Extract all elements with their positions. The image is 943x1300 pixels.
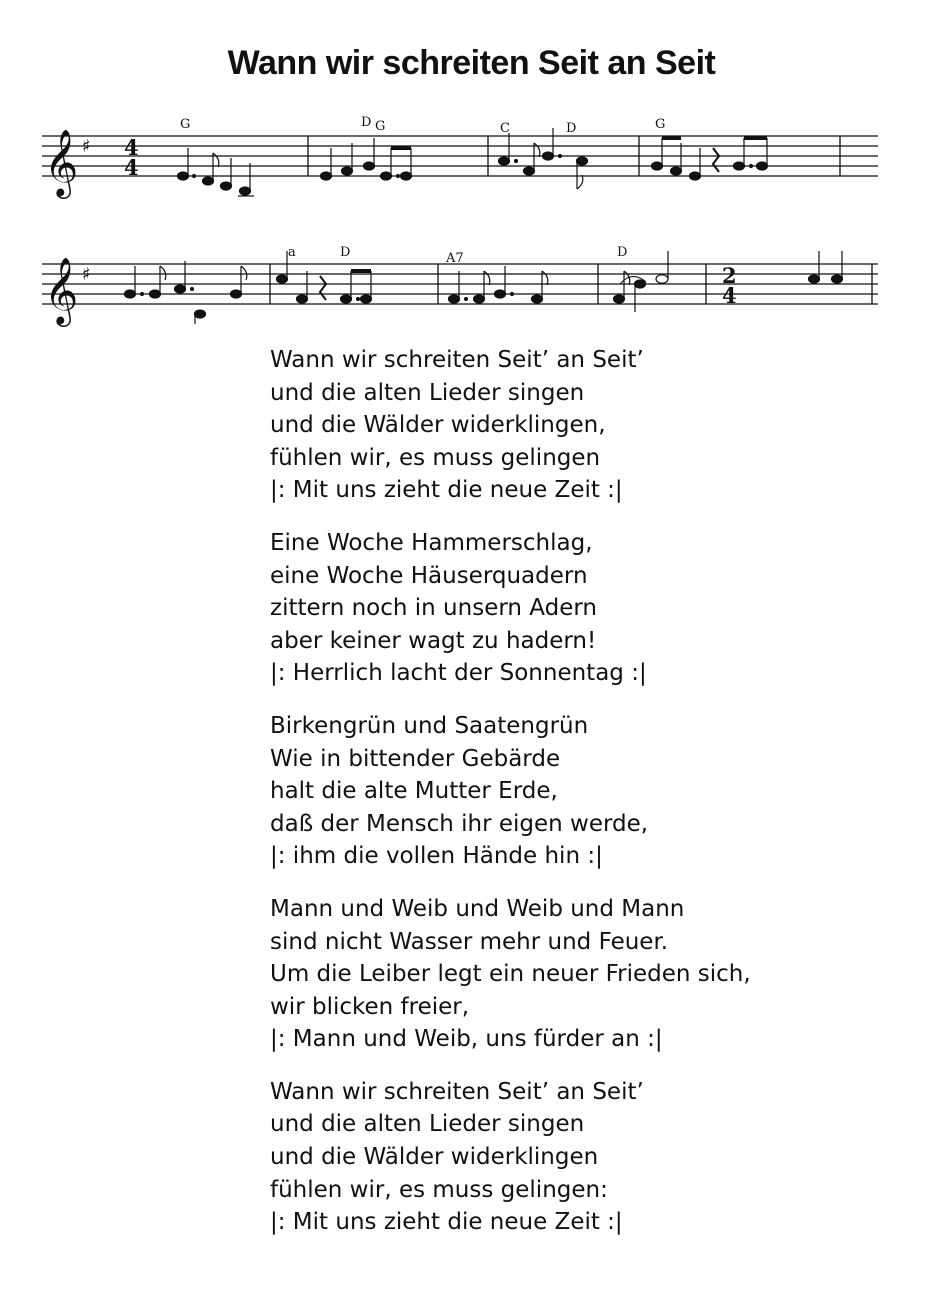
chord-symbol: A7 [446,251,464,266]
lyric-line: Mann und Weib und Weib und Mann [270,895,685,922]
lyric-line: aber keiner wagt zu hadern! [270,627,597,654]
lyric-line: und die alten Lieder singen [270,1111,585,1138]
chord-symbol: D [617,245,628,260]
sharp-icon: ♯ [82,264,91,285]
lyric-line: |: Mann und Weib, uns fürder an :| [270,1026,663,1053]
stanza-4 [270,893,890,1056]
stanza-5 [270,1076,890,1239]
lyric-line: und die Wälder widerklingen [270,1144,599,1171]
notes-measure-9 [809,251,843,283]
lyric-line: zittern noch in unsern Adern [270,595,597,622]
time-signature-top: 4 [124,135,139,160]
staff-system-1 [42,112,878,222]
lyric-line: fühlen wir, es muss gelingen: [270,1176,608,1203]
song-title: Wann wir schreiten Seit an Seit [227,44,716,82]
chord-symbol: D [340,245,351,260]
lyric-line: sind nicht Wasser mehr und Feuer. [270,928,669,955]
lyric-line: |: Mit uns zieht die neue Zeit :| [270,1209,623,1236]
time-signature-bottom: 4 [124,155,139,180]
lyric-line: daß der Mensch ihr eigen werde, [270,810,649,837]
notes-measure-8 [614,251,669,312]
lyric-line: halt die alte Mutter Erde, [270,778,558,805]
chord-symbol: a [288,245,296,260]
treble-clef-icon: 𝄞 [44,256,79,324]
stanza-3 [270,710,890,873]
lyric-line: und die alten Lieder singen [270,379,585,406]
treble-clef-icon: 𝄞 [44,128,79,196]
stanza-2 [270,527,890,690]
time-signature-bottom: 4 [722,283,737,308]
lyric-line: Um die Leiber legt ein neuer Frieden sich, [270,961,751,988]
lyric-line: und die Wälder widerklingen, [270,412,606,439]
lyric-line: Eine Woche Hammerschlag, [270,529,593,556]
sharp-icon: ♯ [82,136,91,157]
lyric-line: |: Herrlich lacht der Sonnentag :| [270,660,647,687]
notes-measure-1 [178,148,255,196]
time-signature-top: 2 [722,263,737,288]
notes-measure-4 [652,138,768,180]
chord-symbol: C [500,121,510,136]
lyric-line: fühlen wir, es muss gelingen [270,444,601,471]
chord-symbol: D [566,121,577,136]
stanza-1 [270,344,890,507]
music-staff-1 [42,112,878,222]
lyric-line: |: ihm die vollen Hände hin :| [270,843,603,870]
lyric-line: eine Woche Häuserquadern [270,562,588,589]
lyric-line: Wann wir schreiten Seit’ an Seit’ [270,347,644,373]
staff-system-2 [42,240,878,350]
lyric-line: Wann wir schreiten Seit’ an Seit’ [270,1078,644,1105]
chord-symbol: G [655,117,666,132]
chord-symbol: D [361,115,372,130]
music-staff-2 [42,240,878,350]
lyric-line: wir blicken freier, [270,993,470,1020]
chord-symbol: G [180,117,191,132]
notes-measure-3 [499,128,588,189]
notes-measure-5 [125,261,247,324]
notes-measure-2 [321,138,412,180]
lyric-line: Wie in bittender Gebärde [270,745,561,772]
lyric-line: |: Mit uns zieht die neue Zeit :| [270,477,623,504]
lyric-line: Birkengrün und Saatengrün [270,712,589,739]
chord-symbol: G [375,119,386,134]
lyrics [270,344,890,1259]
